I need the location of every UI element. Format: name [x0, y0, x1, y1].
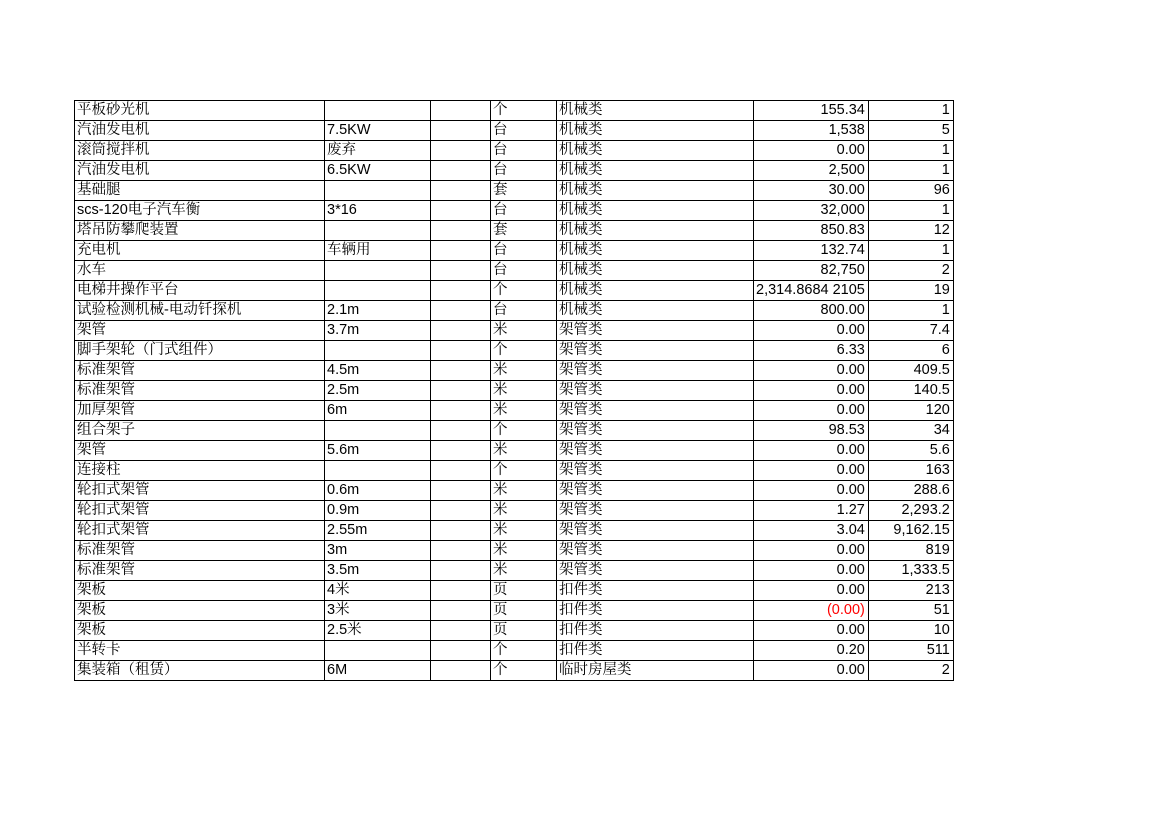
cell-unit[interactable]: 页 — [491, 621, 557, 641]
cell-item-name[interactable]: 汽油发电机 — [75, 161, 325, 181]
cell-price[interactable]: 0.00 — [754, 381, 869, 401]
cell-quantity[interactable]: 5 — [868, 121, 953, 141]
cell-price[interactable]: 0.00 — [754, 621, 869, 641]
cell-unit[interactable]: 个 — [491, 661, 557, 681]
cell-item-name[interactable]: 加厚架管 — [75, 401, 325, 421]
cell-category[interactable]: 机械类 — [557, 221, 754, 241]
cell-price[interactable]: 0.00 — [754, 441, 869, 461]
cell-unit[interactable]: 米 — [491, 441, 557, 461]
cell-blank[interactable] — [431, 481, 491, 501]
cell-item-name[interactable]: 电梯井操作平台 — [75, 281, 325, 301]
cell-category[interactable]: 机械类 — [557, 141, 754, 161]
cell-blank[interactable] — [431, 661, 491, 681]
cell-spec[interactable]: 5.6m — [325, 441, 431, 461]
cell-spec[interactable]: 3m — [325, 541, 431, 561]
cell-price[interactable]: 2,500 — [754, 161, 869, 181]
cell-category[interactable]: 架管类 — [557, 381, 754, 401]
cell-quantity[interactable]: 96 — [868, 181, 953, 201]
cell-spec[interactable]: 0.6m — [325, 481, 431, 501]
cell-price[interactable]: 0.20 — [754, 641, 869, 661]
cell-unit[interactable]: 个 — [491, 281, 557, 301]
cell-price[interactable]: 850.83 — [754, 221, 869, 241]
cell-item-name[interactable]: 轮扣式架管 — [75, 501, 325, 521]
table-row — [75, 281, 954, 301]
cell-unit[interactable]: 台 — [491, 261, 557, 281]
cell-price[interactable]: (0.00) — [754, 601, 869, 621]
cell-spec[interactable]: 2.5米 — [325, 621, 431, 641]
cell-unit[interactable]: 米 — [491, 561, 557, 581]
cell-spec[interactable]: 6M — [325, 661, 431, 681]
cell-unit[interactable]: 套 — [491, 221, 557, 241]
cell-item-name[interactable]: 试验检测机械-电动钎探机 — [75, 301, 325, 321]
cell-item-name[interactable]: 连接柱 — [75, 461, 325, 481]
cell-price[interactable]: 1,538 — [754, 121, 869, 141]
cell-category[interactable]: 架管类 — [557, 501, 754, 521]
cell-price[interactable]: 0.00 — [754, 481, 869, 501]
cell-category[interactable]: 扣件类 — [557, 621, 754, 641]
table-row — [75, 321, 954, 341]
cell-unit[interactable]: 页 — [491, 581, 557, 601]
cell-unit[interactable]: 页 — [491, 601, 557, 621]
table-row — [75, 421, 954, 441]
cell-blank[interactable] — [431, 501, 491, 521]
cell-price[interactable]: 0.00 — [754, 661, 869, 681]
cell-item-name[interactable]: 汽油发电机 — [75, 121, 325, 141]
table-row — [75, 601, 954, 621]
cell-blank[interactable] — [431, 181, 491, 201]
cell-unit[interactable]: 米 — [491, 521, 557, 541]
cell-item-name[interactable]: 塔吊防攀爬装置 — [75, 221, 325, 241]
cell-price[interactable]: 6.33 — [754, 341, 869, 361]
table-row — [75, 341, 954, 361]
table-row — [75, 581, 954, 601]
cell-spec[interactable]: 废弃 — [325, 141, 431, 161]
cell-unit[interactable]: 米 — [491, 361, 557, 381]
cell-blank[interactable] — [431, 581, 491, 601]
cell-unit[interactable]: 台 — [491, 141, 557, 161]
cell-item-name[interactable]: 标准架管 — [75, 361, 325, 381]
cell-price[interactable]: 3.04 — [754, 521, 869, 541]
cell-category[interactable]: 架管类 — [557, 521, 754, 541]
cell-quantity[interactable]: 12 — [868, 221, 953, 241]
cell-quantity[interactable]: 5.6 — [868, 441, 953, 461]
cell-quantity[interactable]: 163 — [868, 461, 953, 481]
cell-spec[interactable]: 3米 — [325, 601, 431, 621]
cell-spec[interactable]: 6.5KW — [325, 161, 431, 181]
cell-category[interactable]: 扣件类 — [557, 581, 754, 601]
cell-blank[interactable] — [431, 621, 491, 641]
table-row — [75, 201, 954, 221]
cell-blank[interactable] — [431, 441, 491, 461]
cell-item-name[interactable]: 基础腿 — [75, 181, 325, 201]
cell-blank[interactable] — [431, 601, 491, 621]
cell-price[interactable]: 0.00 — [754, 401, 869, 421]
cell-price[interactable]: 32,000 — [754, 201, 869, 221]
cell-spec[interactable]: 2.5m — [325, 381, 431, 401]
table-row — [75, 141, 954, 161]
cell-quantity[interactable]: 1 — [868, 301, 953, 321]
cell-unit[interactable]: 台 — [491, 121, 557, 141]
table-row — [75, 641, 954, 661]
cell-blank[interactable] — [431, 241, 491, 261]
cell-price[interactable]: 0.00 — [754, 321, 869, 341]
cell-blank[interactable] — [431, 281, 491, 301]
cell-spec[interactable]: 2.55m — [325, 521, 431, 541]
cell-blank[interactable] — [431, 401, 491, 421]
inventory-table-body — [75, 101, 954, 681]
cell-item-name[interactable]: 架管 — [75, 441, 325, 461]
table-row — [75, 241, 954, 261]
cell-item-name[interactable]: 架板 — [75, 581, 325, 601]
cell-unit[interactable]: 米 — [491, 401, 557, 421]
cell-unit[interactable]: 台 — [491, 161, 557, 181]
cell-category[interactable]: 扣件类 — [557, 641, 754, 661]
inventory-sheet — [74, 100, 954, 681]
cell-quantity[interactable]: 34 — [868, 421, 953, 441]
cell-price[interactable]: 1.27 — [754, 501, 869, 521]
cell-spec[interactable] — [325, 261, 431, 281]
cell-unit[interactable]: 个 — [491, 461, 557, 481]
cell-price[interactable]: 2,314.8684 2105 — [754, 281, 869, 301]
cell-item-name[interactable]: 滚筒搅拌机 — [75, 141, 325, 161]
cell-price[interactable]: 155.34 — [754, 101, 869, 121]
cell-category[interactable]: 机械类 — [557, 121, 754, 141]
table-row — [75, 561, 954, 581]
table-row — [75, 661, 954, 681]
cell-item-name[interactable]: scs-120电子汽车衡 — [75, 201, 325, 221]
table-row — [75, 521, 954, 541]
cell-category[interactable]: 扣件类 — [557, 601, 754, 621]
cell-quantity[interactable]: 2 — [868, 261, 953, 281]
table-row — [75, 401, 954, 421]
cell-category[interactable]: 机械类 — [557, 201, 754, 221]
cell-unit[interactable]: 台 — [491, 241, 557, 261]
cell-spec[interactable] — [325, 221, 431, 241]
cell-blank[interactable] — [431, 101, 491, 121]
cell-quantity[interactable]: 1 — [868, 101, 953, 121]
table-row — [75, 621, 954, 641]
cell-unit[interactable]: 台 — [491, 201, 557, 221]
cell-category[interactable]: 架管类 — [557, 461, 754, 481]
cell-spec[interactable] — [325, 641, 431, 661]
cell-item-name[interactable]: 充电机 — [75, 241, 325, 261]
cell-unit[interactable]: 个 — [491, 421, 557, 441]
cell-category[interactable]: 机械类 — [557, 161, 754, 181]
cell-category[interactable]: 机械类 — [557, 281, 754, 301]
inventory-table — [74, 100, 954, 681]
cell-blank[interactable] — [431, 641, 491, 661]
table-row — [75, 501, 954, 521]
cell-category[interactable]: 架管类 — [557, 341, 754, 361]
table-row — [75, 461, 954, 481]
cell-quantity[interactable]: 120 — [868, 401, 953, 421]
table-row — [75, 441, 954, 461]
cell-unit[interactable]: 米 — [491, 481, 557, 501]
cell-unit[interactable]: 套 — [491, 181, 557, 201]
cell-spec[interactable]: 3.5m — [325, 561, 431, 581]
cell-unit[interactable]: 台 — [491, 301, 557, 321]
cell-item-name[interactable]: 标准架管 — [75, 541, 325, 561]
cell-unit[interactable]: 个 — [491, 341, 557, 361]
cell-blank[interactable] — [431, 341, 491, 361]
cell-price[interactable]: 0.00 — [754, 561, 869, 581]
cell-quantity[interactable]: 288.6 — [868, 481, 953, 501]
cell-category[interactable]: 临时房屋类 — [557, 661, 754, 681]
cell-price[interactable]: 0.00 — [754, 361, 869, 381]
cell-category[interactable]: 机械类 — [557, 261, 754, 281]
cell-quantity[interactable]: 19 — [868, 281, 953, 301]
cell-price[interactable]: 30.00 — [754, 181, 869, 201]
cell-blank[interactable] — [431, 541, 491, 561]
cell-unit[interactable]: 个 — [491, 101, 557, 121]
cell-category[interactable]: 架管类 — [557, 421, 754, 441]
cell-blank[interactable] — [431, 521, 491, 541]
cell-item-name[interactable]: 半转卡 — [75, 641, 325, 661]
cell-price[interactable]: 0.00 — [754, 141, 869, 161]
table-row — [75, 181, 954, 201]
cell-spec[interactable]: 7.5KW — [325, 121, 431, 141]
cell-price[interactable]: 0.00 — [754, 541, 869, 561]
cell-category[interactable]: 机械类 — [557, 181, 754, 201]
cell-price[interactable]: 132.74 — [754, 241, 869, 261]
table-row — [75, 101, 954, 121]
cell-price[interactable]: 82,750 — [754, 261, 869, 281]
cell-category[interactable]: 架管类 — [557, 321, 754, 341]
table-row — [75, 121, 954, 141]
cell-quantity[interactable]: 51 — [868, 601, 953, 621]
table-row — [75, 261, 954, 281]
cell-price[interactable]: 800.00 — [754, 301, 869, 321]
cell-quantity[interactable]: 409.5 — [868, 361, 953, 381]
cell-item-name[interactable]: 架板 — [75, 601, 325, 621]
cell-quantity[interactable]: 1 — [868, 201, 953, 221]
cell-blank[interactable] — [431, 421, 491, 441]
cell-quantity[interactable]: 1 — [868, 241, 953, 261]
table-row — [75, 541, 954, 561]
cell-item-name[interactable]: 架管 — [75, 321, 325, 341]
cell-blank[interactable] — [431, 201, 491, 221]
cell-spec[interactable]: 4.5m — [325, 361, 431, 381]
cell-price[interactable]: 98.53 — [754, 421, 869, 441]
cell-quantity[interactable]: 1 — [868, 161, 953, 181]
table-row — [75, 381, 954, 401]
cell-blank[interactable] — [431, 321, 491, 341]
cell-spec[interactable] — [325, 421, 431, 441]
cell-quantity[interactable]: 2 — [868, 661, 953, 681]
cell-blank[interactable] — [431, 121, 491, 141]
table-row — [75, 361, 954, 381]
cell-category[interactable]: 架管类 — [557, 541, 754, 561]
cell-item-name[interactable]: 平板砂光机 — [75, 101, 325, 121]
cell-category[interactable]: 机械类 — [557, 301, 754, 321]
cell-price[interactable]: 0.00 — [754, 581, 869, 601]
cell-quantity[interactable]: 2,293.2 — [868, 501, 953, 521]
cell-item-name[interactable]: 集装箱（租赁） — [75, 661, 325, 681]
cell-item-name[interactable]: 轮扣式架管 — [75, 521, 325, 541]
cell-category[interactable]: 机械类 — [557, 101, 754, 121]
cell-unit[interactable]: 米 — [491, 321, 557, 341]
cell-item-name[interactable]: 组合架子 — [75, 421, 325, 441]
cell-blank[interactable] — [431, 301, 491, 321]
cell-blank[interactable] — [431, 221, 491, 241]
cell-quantity[interactable]: 7.4 — [868, 321, 953, 341]
cell-spec[interactable] — [325, 281, 431, 301]
cell-spec[interactable] — [325, 101, 431, 121]
cell-item-name[interactable]: 标准架管 — [75, 561, 325, 581]
cell-item-name[interactable]: 水车 — [75, 261, 325, 281]
cell-quantity[interactable]: 1 — [868, 141, 953, 161]
cell-blank[interactable] — [431, 261, 491, 281]
cell-blank[interactable] — [431, 461, 491, 481]
cell-blank[interactable] — [431, 381, 491, 401]
cell-quantity[interactable]: 10 — [868, 621, 953, 641]
cell-spec[interactable]: 4米 — [325, 581, 431, 601]
cell-unit[interactable]: 米 — [491, 501, 557, 521]
cell-item-name[interactable]: 标准架管 — [75, 381, 325, 401]
cell-spec[interactable] — [325, 181, 431, 201]
cell-spec[interactable]: 车辆用 — [325, 241, 431, 261]
table-row — [75, 481, 954, 501]
cell-item-name[interactable]: 架板 — [75, 621, 325, 641]
cell-unit[interactable]: 米 — [491, 381, 557, 401]
cell-item-name[interactable]: 脚手架轮（门式组件） — [75, 341, 325, 361]
cell-quantity[interactable]: 213 — [868, 581, 953, 601]
cell-category[interactable]: 架管类 — [557, 561, 754, 581]
cell-unit[interactable]: 个 — [491, 641, 557, 661]
cell-unit[interactable]: 米 — [491, 541, 557, 561]
cell-spec[interactable]: 3.7m — [325, 321, 431, 341]
cell-price[interactable]: 0.00 — [754, 461, 869, 481]
cell-spec[interactable]: 3*16 — [325, 201, 431, 221]
cell-spec[interactable]: 0.9m — [325, 501, 431, 521]
cell-spec[interactable] — [325, 461, 431, 481]
cell-quantity[interactable]: 1,333.5 — [868, 561, 953, 581]
cell-quantity[interactable]: 140.5 — [868, 381, 953, 401]
cell-category[interactable]: 架管类 — [557, 441, 754, 461]
cell-blank[interactable] — [431, 361, 491, 381]
cell-category[interactable]: 架管类 — [557, 481, 754, 501]
table-row — [75, 161, 954, 181]
cell-category[interactable]: 机械类 — [557, 241, 754, 261]
cell-quantity[interactable]: 6 — [868, 341, 953, 361]
cell-category[interactable]: 架管类 — [557, 361, 754, 381]
cell-quantity[interactable]: 9,162.15 — [868, 521, 953, 541]
table-row — [75, 221, 954, 241]
cell-blank[interactable] — [431, 161, 491, 181]
cell-quantity[interactable]: 511 — [868, 641, 953, 661]
cell-category[interactable]: 架管类 — [557, 401, 754, 421]
cell-spec[interactable]: 6m — [325, 401, 431, 421]
cell-quantity[interactable]: 819 — [868, 541, 953, 561]
cell-blank[interactable] — [431, 141, 491, 161]
cell-spec[interactable]: 2.1m — [325, 301, 431, 321]
cell-blank[interactable] — [431, 561, 491, 581]
cell-item-name[interactable]: 轮扣式架管 — [75, 481, 325, 501]
cell-spec[interactable] — [325, 341, 431, 361]
table-row — [75, 301, 954, 321]
